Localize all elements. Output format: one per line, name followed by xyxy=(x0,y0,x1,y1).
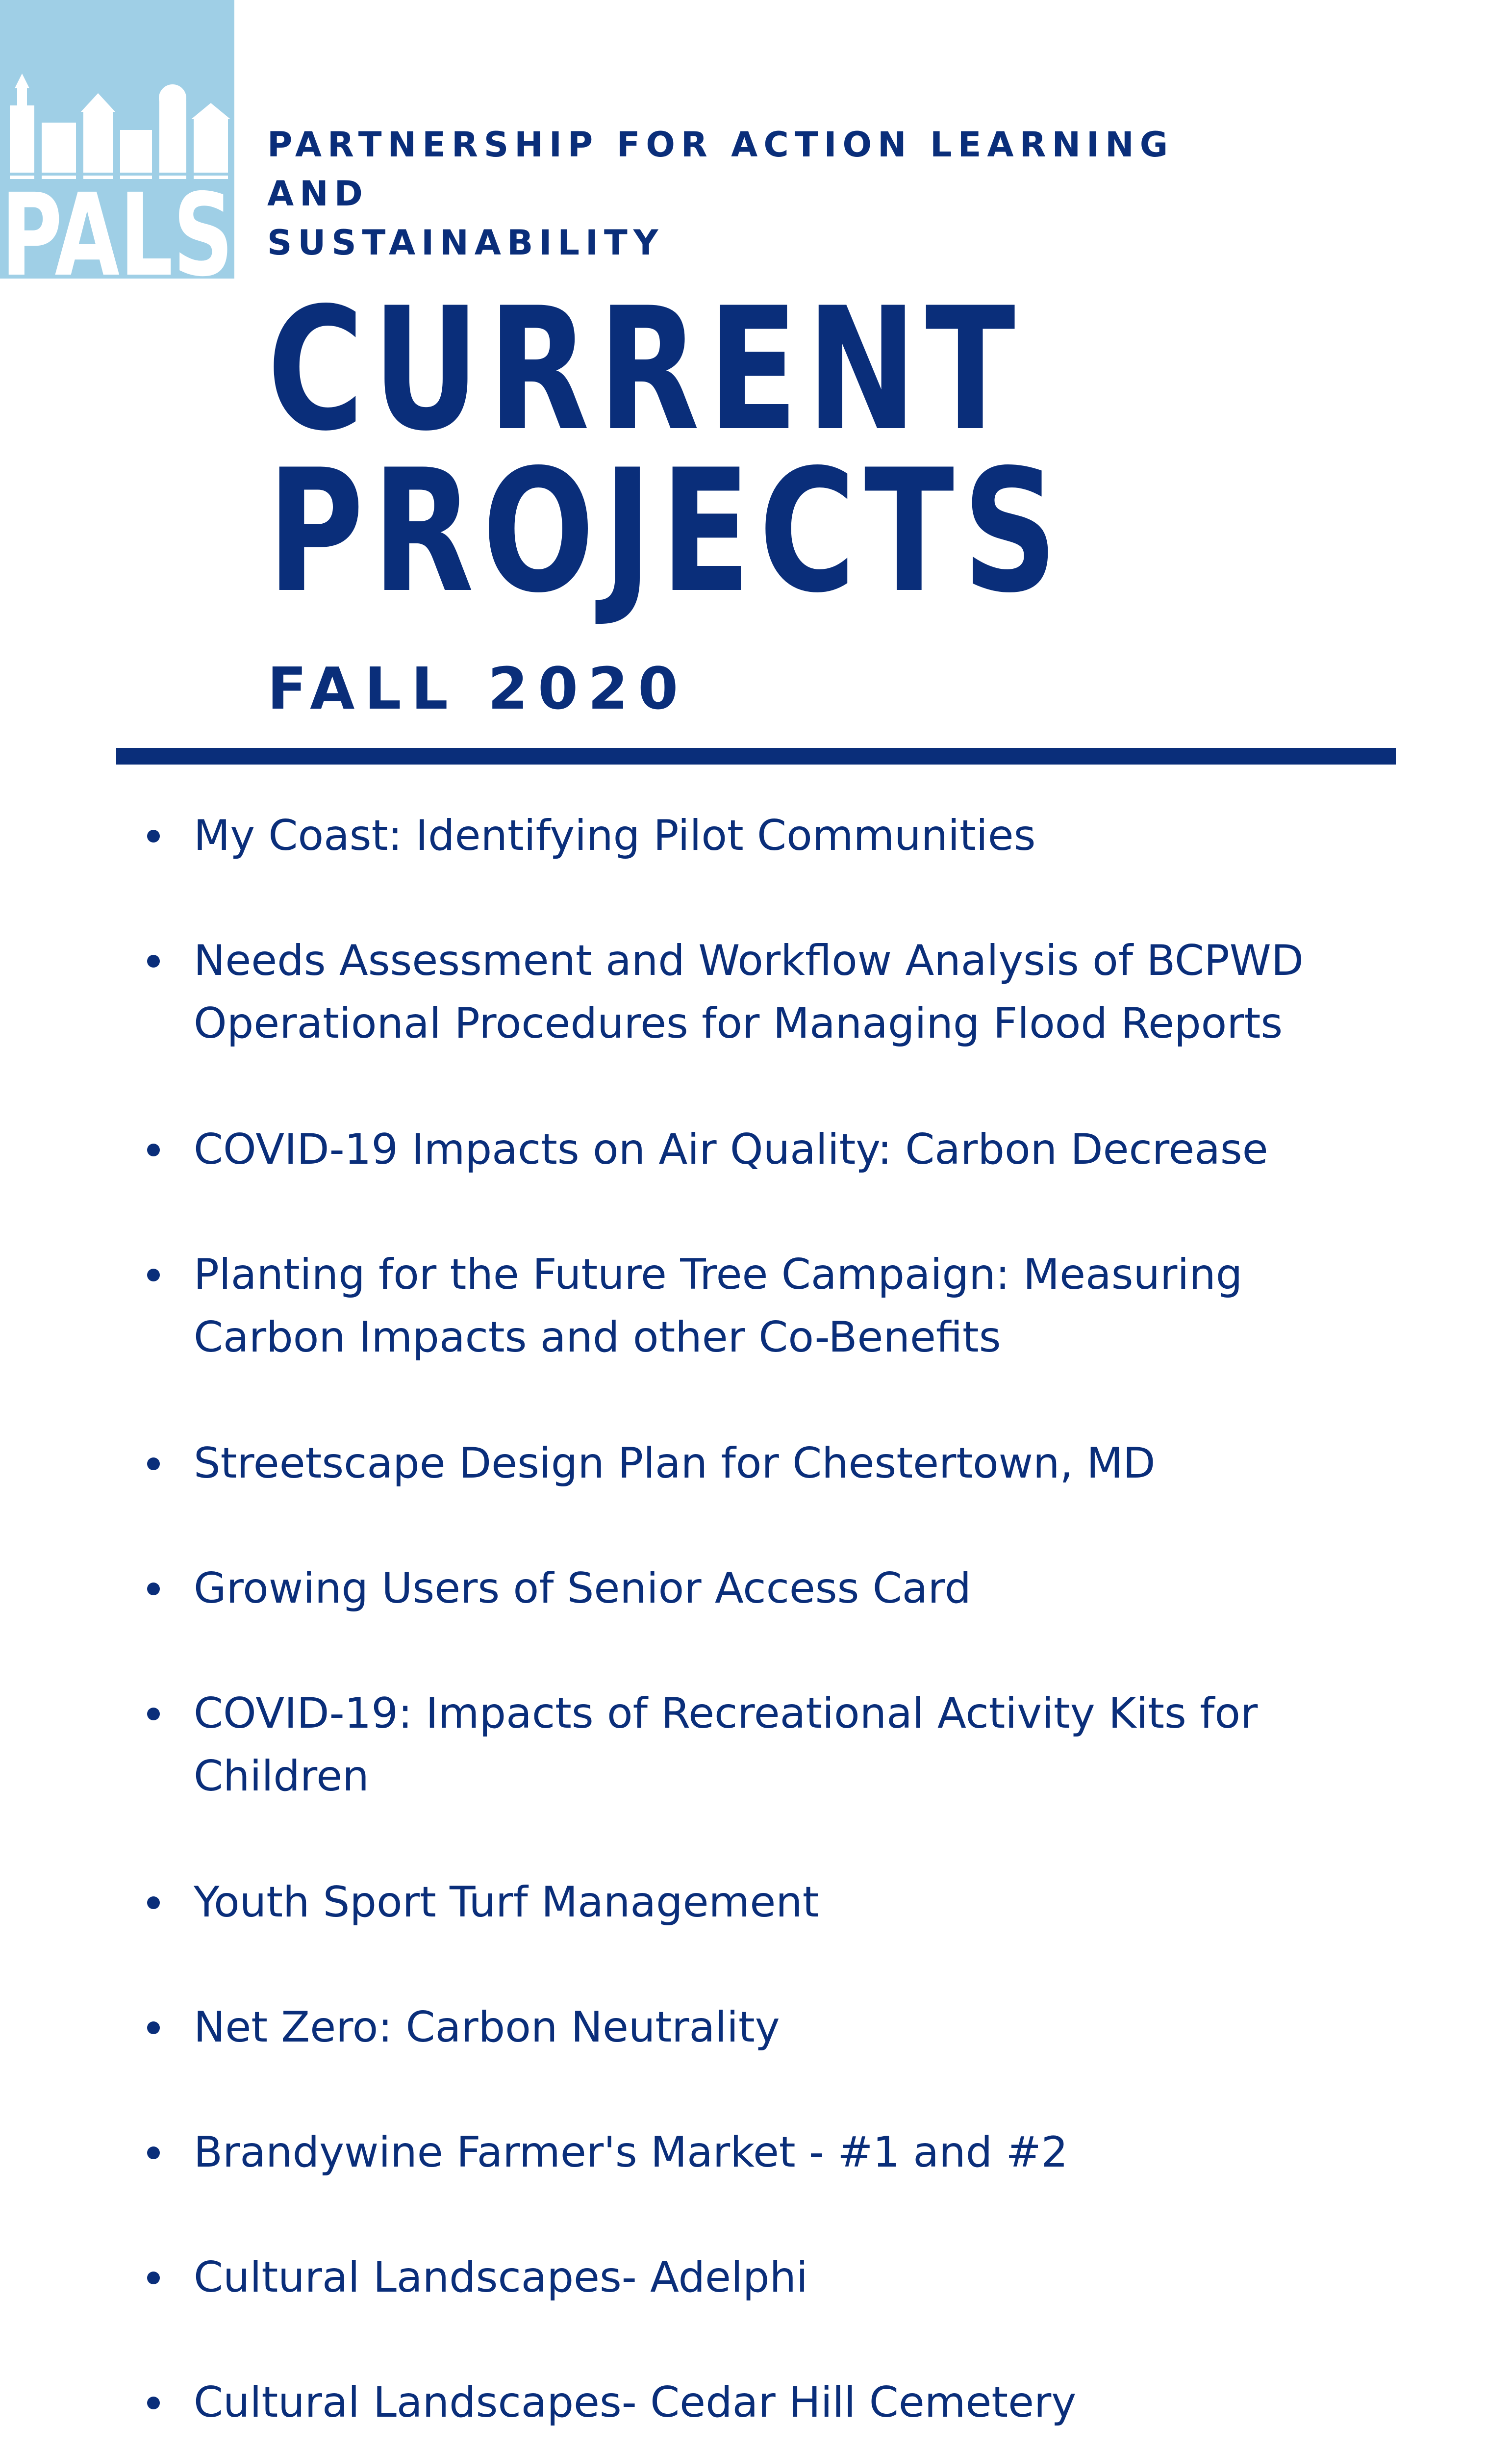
list-item-text: Carbon Impacts and other Co-Benefits xyxy=(194,1313,1001,1362)
bullet-icon xyxy=(147,1144,160,1156)
list-item-text: Children xyxy=(194,1752,369,1801)
list-item-text: Cultural Landscapes- Adelphi xyxy=(194,2253,808,2302)
bullet-icon xyxy=(147,830,160,843)
pals-logo-text: PALS xyxy=(1,169,233,279)
bullet-icon xyxy=(147,1269,160,1281)
list-item-text: Youth Sport Turf Management xyxy=(194,1878,819,1927)
pals-logo xyxy=(0,0,234,279)
bullet-icon xyxy=(147,1457,160,1470)
list-item-text: Net Zero: Carbon Neutrality xyxy=(194,2003,780,2052)
divider xyxy=(116,748,1396,765)
org-name-line2: SUSTAINABILITY xyxy=(267,223,664,263)
list-item-text: COVID-19: Impacts of Recreational Activity Kits for xyxy=(194,1689,1258,1738)
bullet-icon xyxy=(147,1896,160,1909)
page-title xyxy=(267,272,1185,630)
list-item-text: COVID-19 Impacts on Air Quality: Carbon Decrease xyxy=(194,1125,1268,1174)
list-item-text: Cultural Landscapes- Cedar Hill Cemetery xyxy=(194,2378,1077,2427)
list-item-text: My Coast: Identifying Pilot Communities xyxy=(194,811,1036,860)
list-item-text: Streetscape Design Plan for Chestertown, MD xyxy=(194,1439,1156,1488)
list-item-text: Growing Users of Senior Access Card xyxy=(194,1564,971,1613)
bullet-icon xyxy=(147,2397,160,2409)
org-name-line1: PARTNERSHIP FOR ACTION LEARNING AND xyxy=(267,125,1174,214)
bullet-icon xyxy=(147,2021,160,2034)
list-item-text: Needs Assessment and Workflow Analysis of BCPWD xyxy=(194,936,1304,985)
page-title-line2: PROJECTS xyxy=(267,434,1066,630)
bullet-icon xyxy=(147,2272,160,2284)
bullet-icon xyxy=(147,955,160,968)
list-item-text: Brandywine Farmer's Market - #1 and #2 xyxy=(194,2128,1068,2177)
list-item-text: Planting for the Future Tree Campaign: Measuring xyxy=(194,1250,1243,1299)
bullet-icon xyxy=(147,1708,160,1720)
bullet-icon xyxy=(147,1583,160,1595)
bullet-icon xyxy=(147,2146,160,2159)
page-title-line1: CURRENT xyxy=(267,272,1024,468)
list-item-text: Operational Procedures for Managing Flood Reports xyxy=(194,999,1283,1048)
projects-term: FALL 2020 xyxy=(267,655,688,722)
org-name xyxy=(267,120,1248,267)
